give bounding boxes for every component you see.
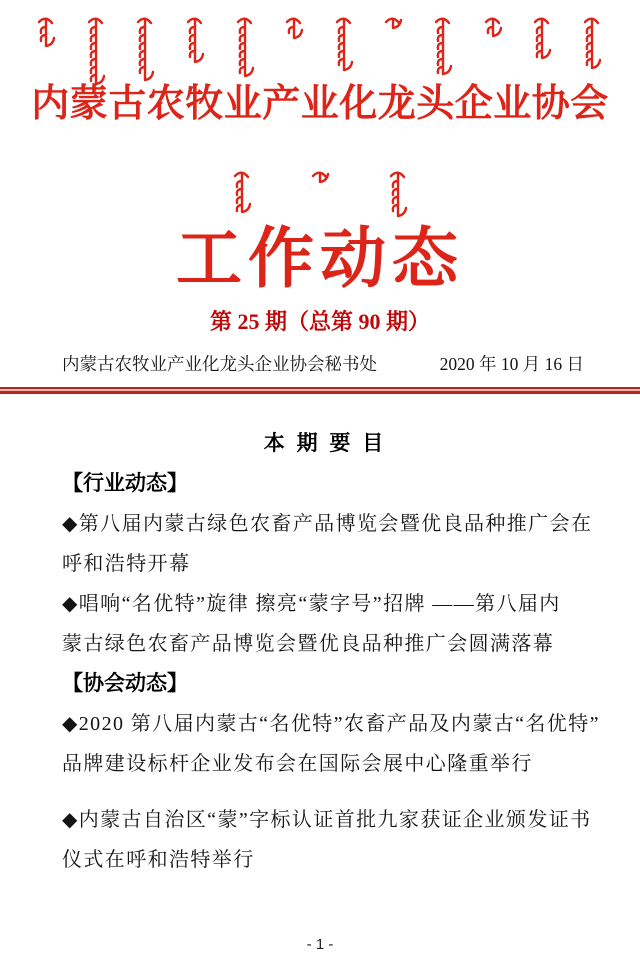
issue-number: 第 25 期（总第 90 期） — [209, 309, 430, 334]
toc-heading: 本 期 要 目 — [263, 432, 387, 455]
section-title-industry: 【行业动态】 — [62, 472, 188, 495]
red-divider-rule — [0, 387, 640, 394]
publisher-row — [62, 351, 584, 376]
section-title-association: 【协会动态】 — [62, 672, 188, 695]
organization-title: 内蒙古农牧业产业化龙头企业协会 — [31, 83, 609, 125]
toc-item-line: 品牌建设标杆企业发布会在国际会展中心隆重举行 — [62, 753, 533, 775]
publish-date: 2020 年 10 月 16 日 — [439, 354, 584, 374]
toc-item-line: ◆唱响“名优特”旋律 擦亮“蒙字号”招牌 ——第八届内 — [62, 593, 561, 615]
toc-item-line: ◆内蒙古自治区“蒙”字标认证首批九家获证企业颁发证书 — [62, 809, 592, 831]
toc-item-line: ◆第八届内蒙古绿色农畜产品博览会暨优良品种推广会在 — [62, 513, 593, 535]
toc-item-line: 呼和浩特开幕 — [62, 553, 191, 575]
publisher-name: 内蒙古农牧业产业化龙头企业协会秘书处 — [62, 354, 377, 374]
bulletin-title: 工作动态 — [176, 223, 464, 296]
page-number: - 1 - — [306, 936, 334, 953]
mongolian-script-top — [36, 16, 602, 88]
toc-item-line: 仪式在呼和浩特举行 — [62, 849, 255, 871]
toc-item-line: ◆2020 第八届内蒙古“名优特”农畜产品及内蒙古“名优特” — [62, 713, 600, 735]
mongolian-script-middle — [0, 170, 640, 220]
toc-item-line: 蒙古绿色农畜产品博览会暨优良品种推广会圆满落幕 — [62, 633, 555, 655]
table-of-contents — [62, 424, 600, 880]
